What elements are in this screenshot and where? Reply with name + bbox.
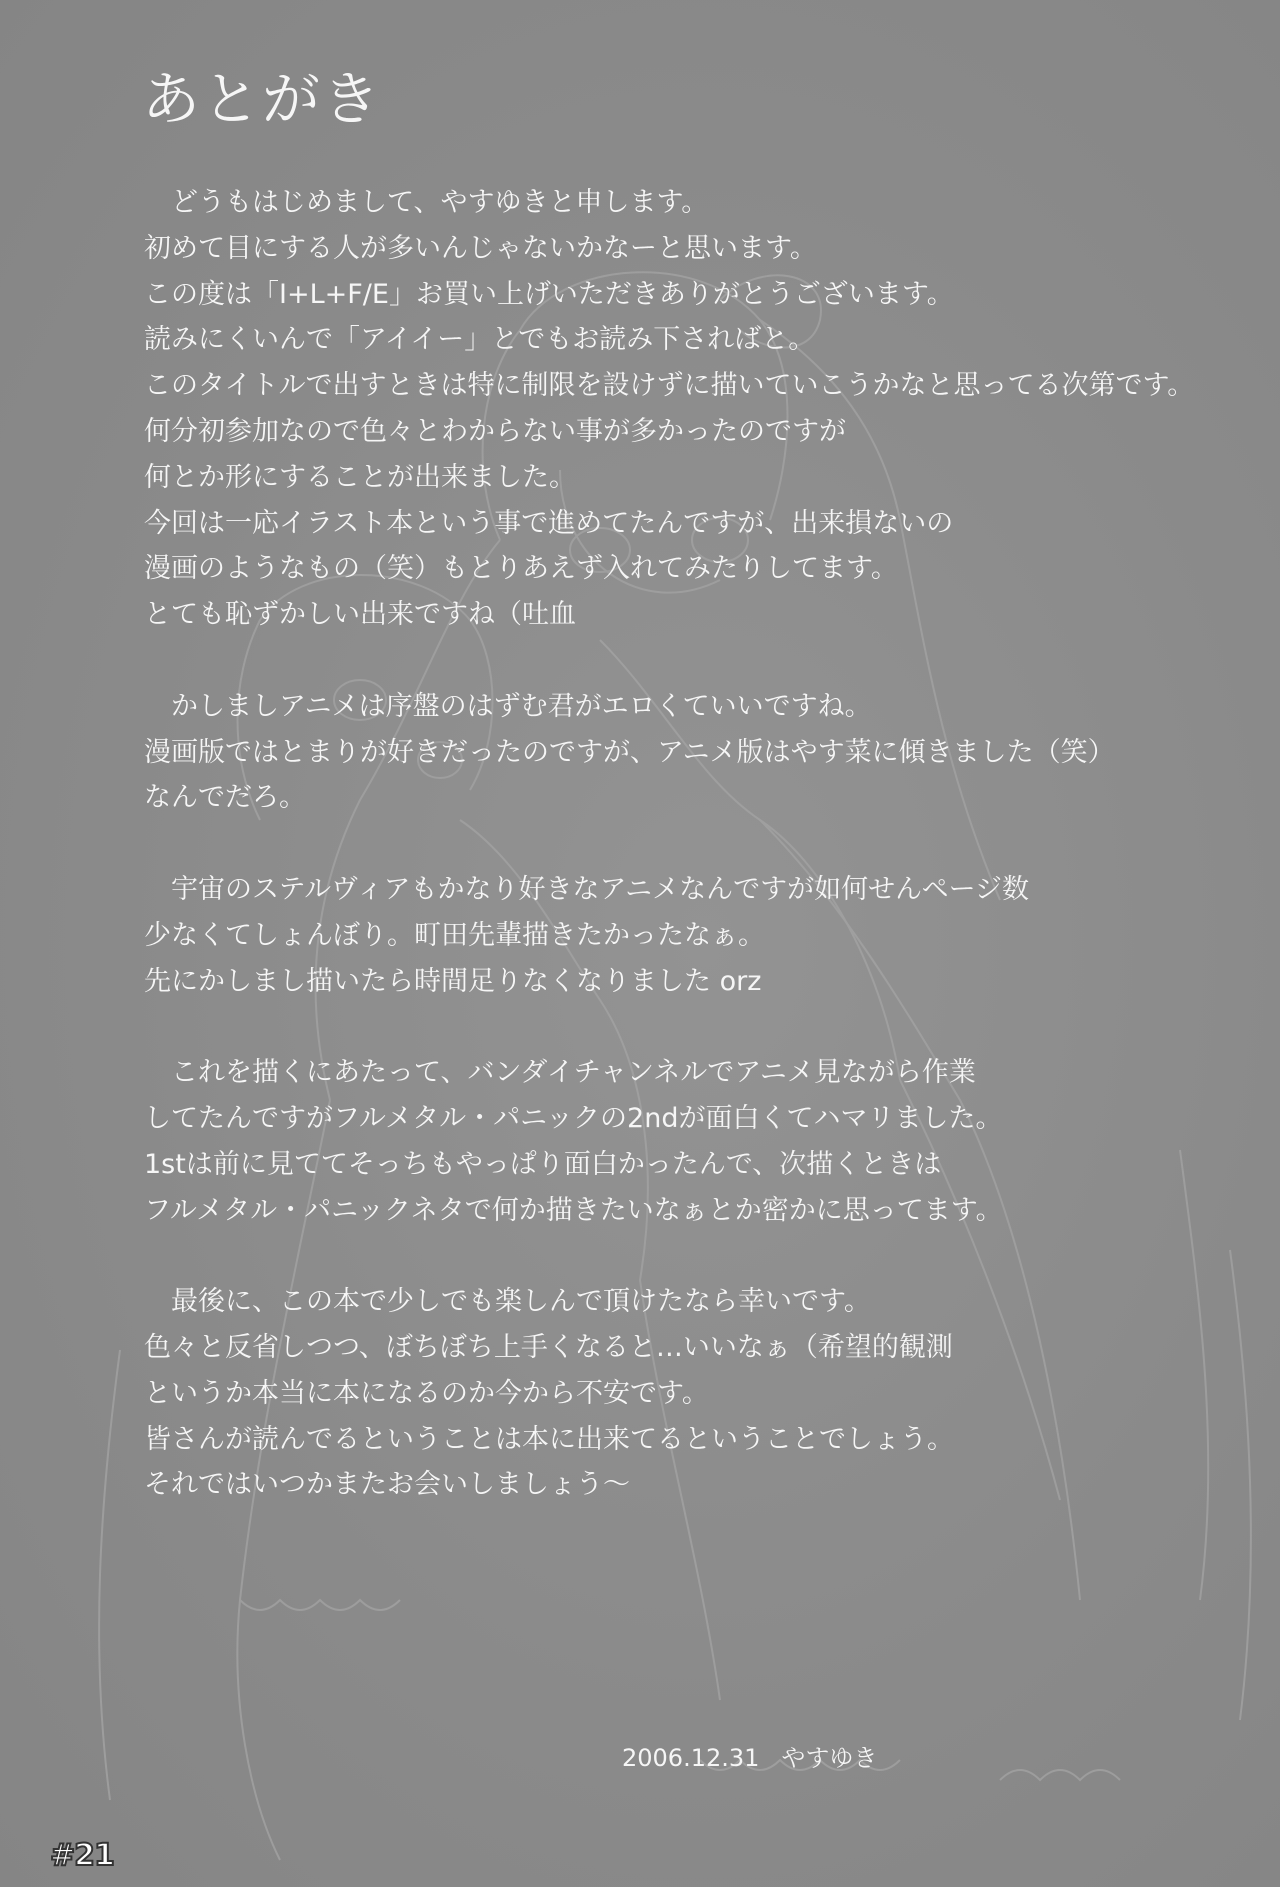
text-line: 少なくてしょんぼり。町田先輩描きたかったなぁ。 bbox=[144, 919, 765, 951]
text-line: 読みにくいんで「アイイー」とでもお読み下さればと。 bbox=[144, 324, 816, 356]
text-line: 初めて目にする人が多いんじゃないかなーと思います。 bbox=[144, 232, 817, 264]
text-line: それではいつかまたお会いしましょう～ bbox=[144, 1469, 630, 1501]
text-line: 漫画版ではとまりが好きだったのですが、アニメ版はやす菜に傾きました（笑） bbox=[144, 736, 1115, 768]
afterword-body bbox=[144, 180, 1264, 1508]
paragraph bbox=[144, 1279, 1264, 1508]
text-line: なんでだろ。 bbox=[144, 782, 306, 814]
text-line: 最後に、この本で少しでも楽しんで頂けたなら幸いです。 bbox=[171, 1286, 871, 1318]
text-line: とても恥ずかしい出来ですね（吐血 bbox=[144, 599, 576, 631]
text-line: 何分初参加なので色々とわからない事が多かったのですが bbox=[144, 415, 846, 447]
paragraph bbox=[144, 684, 1264, 821]
page-title: あとがき bbox=[142, 65, 383, 133]
text-line: どうもはじめまして、やすゆきと申します。 bbox=[171, 187, 709, 218]
text-line: 色々と反省しつつ、ぼちぼち上手くなると…いいなぁ（希望的観測 bbox=[144, 1331, 953, 1363]
text-line: してたんですがフルメタル・パニックの2ndが面白くてハマリました。 bbox=[144, 1102, 1003, 1134]
paragraph bbox=[144, 1050, 1264, 1233]
page-number: #21 bbox=[50, 1838, 114, 1873]
text-line: 先にかしまし描いたら時間足りなくなりました orz bbox=[144, 965, 762, 997]
text-line: フルメタル・パニックネタで何か描きたいなぁとか密かに思ってます。 bbox=[144, 1194, 1003, 1226]
paragraph-gap bbox=[144, 821, 1264, 867]
text-line: このタイトルで出すときは特に制限を設けずに描いていこうかなと思ってる次第です。 bbox=[144, 370, 1195, 402]
signature-author: やすゆき bbox=[781, 1744, 878, 1772]
text-line: 1stは前に見ててそっちもやっぱり面白かったんで、次描くときは bbox=[144, 1148, 942, 1180]
text-line: 何とか形にすることが出来ました。 bbox=[144, 461, 576, 493]
paragraph-gap bbox=[144, 638, 1264, 684]
paragraph bbox=[144, 867, 1264, 1004]
paragraph-gap bbox=[144, 1233, 1264, 1279]
text-line: 今回は一応イラスト本という事で進めてたんですが、出来損ないの bbox=[144, 507, 954, 539]
signature-date: 2006.12.31 bbox=[622, 1744, 760, 1772]
text-line: 宇宙のステルヴィアもかなり好きなアニメなんですが如何せんページ数 bbox=[171, 873, 1030, 905]
text-line: 皆さんが読んでるということは本に出来てるということでしょう。 bbox=[144, 1423, 954, 1455]
text-line: というか本当に本になるのか今から不安です。 bbox=[144, 1377, 709, 1409]
paragraph-gap bbox=[144, 1004, 1264, 1050]
signature bbox=[622, 1738, 877, 1773]
text-line: 漫画のようなもの（笑）もとりあえず入れてみたりしてます。 bbox=[144, 553, 898, 585]
paragraph bbox=[144, 180, 1264, 638]
text-line: かしましアニメは序盤のはずむ君がエロくていいですね。 bbox=[171, 690, 872, 722]
text-line: これを描くにあたって、バンダイチャンネルでアニメ見ながら作業 bbox=[171, 1057, 976, 1089]
text-line: この度は「I+L+F/E」お買い上げいただきありがとうございます。 bbox=[144, 278, 954, 310]
